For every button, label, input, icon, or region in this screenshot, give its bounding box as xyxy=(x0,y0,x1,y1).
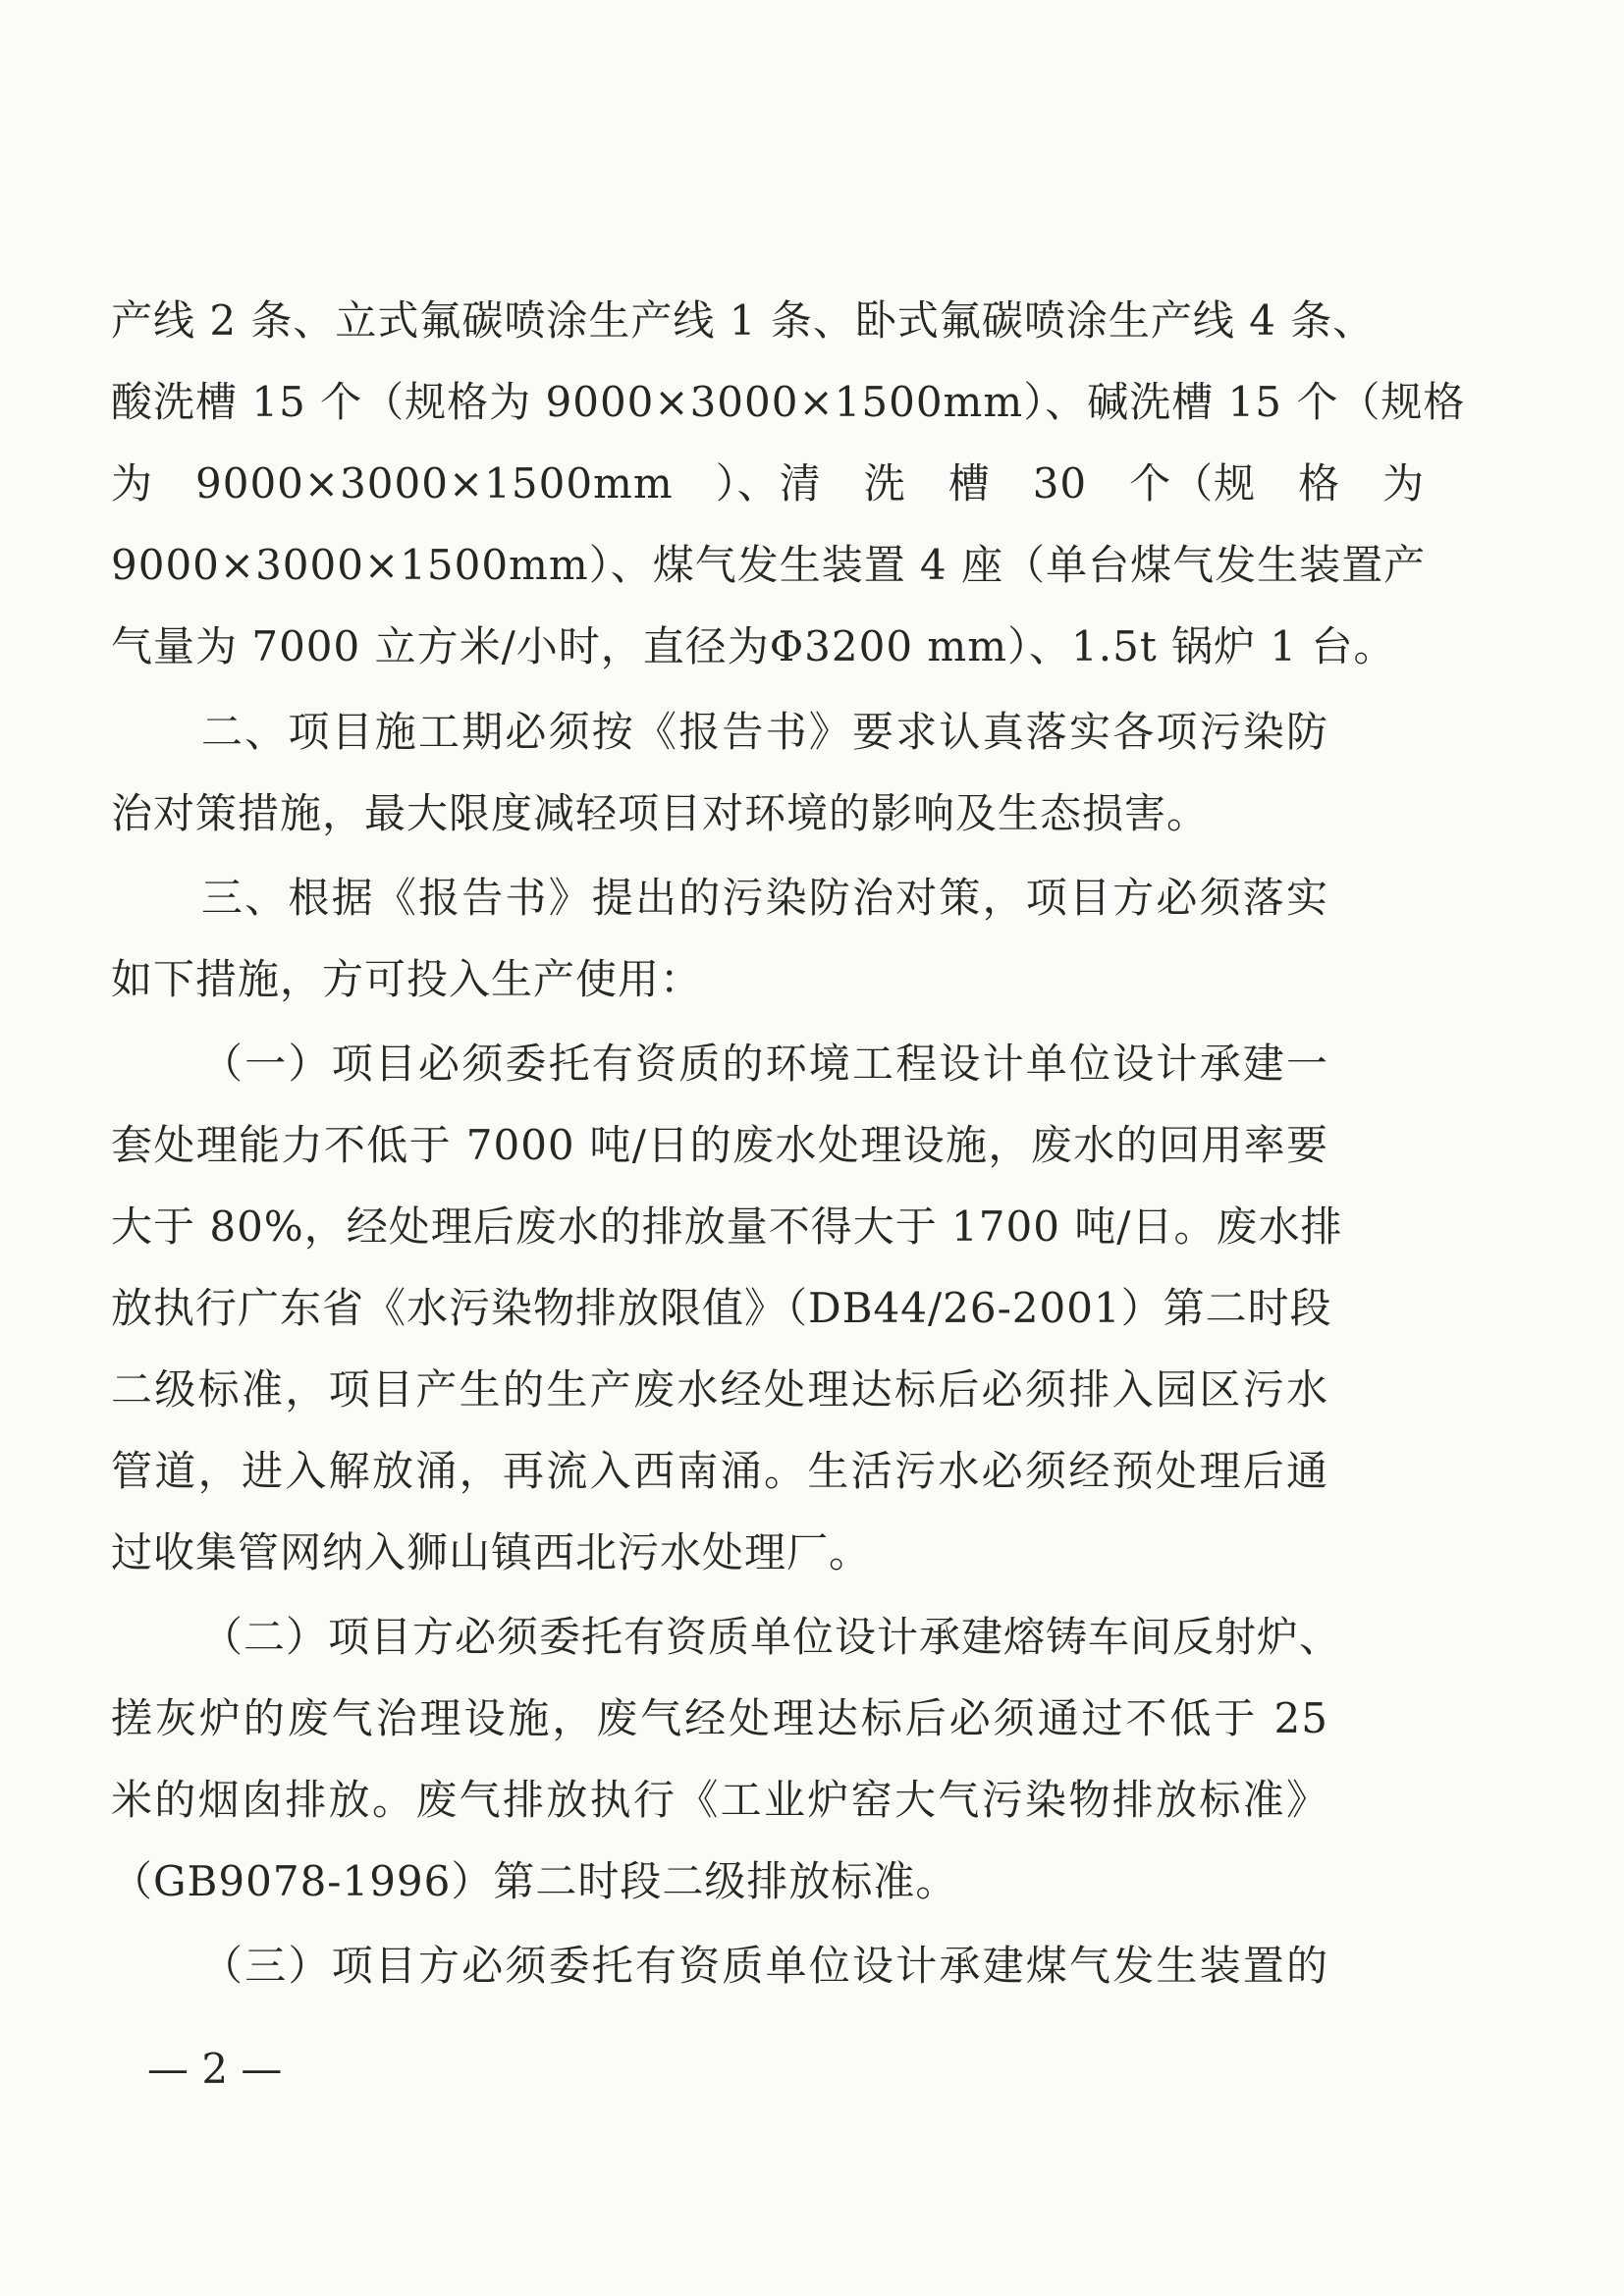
section-1-line-5: 二级标准，项目产生的生产废水经处理达标后必须排入园区污水 xyxy=(111,1365,1328,1414)
section-1-line-7: 过收集管网纳入狮山镇西北污水处理厂。 xyxy=(111,1528,872,1576)
section-1-line-2: 套处理能力不低于 7000 吨/日的废水处理设施，废水的回用率要 xyxy=(111,1121,1328,1169)
paragraph-3-line-2: 如下措施，方可投入生产使用： xyxy=(111,955,703,1003)
section-3-line-1: （三）项目方必须委托有资质单位设计承建煤气发生装置的 xyxy=(201,1942,1328,1990)
section-2-line-4: （GB9078-1996）第二时段二级排放标准。 xyxy=(111,1857,958,1905)
section-2-line-1: （二）项目方必须委托有资质单位设计承建熔铸车间反射炉、 xyxy=(201,1613,1342,1661)
text-line-5: 气量为 7000 立方米/小时，直径为Φ3200 mm）、1.5t 锅炉 1 台。 xyxy=(111,622,1396,670)
section-2-line-3: 米的烟囱排放。废气排放执行《工业炉窑大气污染物排放标准》 xyxy=(111,1776,1328,1824)
text-line-3: 为 9000×3000×1500mm ）、清 洗 槽 30 个（规 格 为 xyxy=(111,459,1426,507)
section-2-line-2: 搓灰炉的废气治理设施，废气经处理达标后必须通过不低于 25 xyxy=(111,1694,1328,1742)
section-1-line-1: （一）项目必须委托有资质的环境工程设计单位设计承建一 xyxy=(201,1040,1328,1088)
text-line-4: 9000×3000×1500mm）、煤气发生装置 4 座（单台煤气发生装置产 xyxy=(111,541,1427,589)
paragraph-3-line-1: 三、根据《报告书》提出的污染防治对策，项目方必须落实 xyxy=(201,874,1328,922)
section-1-line-6: 管道，进入解放涌，再流入西南涌。生活污水必须经预处理后通 xyxy=(111,1447,1328,1495)
section-1-line-3: 大于 80%，经处理后废水的排放量不得大于 1700 吨/日。废水排 xyxy=(111,1202,1343,1251)
paragraph-2-line-2: 治对策措施，最大限度减轻项目对环境的影响及生态损害。 xyxy=(111,789,1210,837)
paragraph-2-line-1: 二、项目施工期必须按《报告书》要求认真落实各项污染防 xyxy=(201,708,1328,756)
text-line-2: 酸洗槽 15 个（规格为 9000×3000×1500mm）、碱洗槽 15 个（规格 xyxy=(111,378,1466,426)
text-line-1: 产线 2 条、立式氟碳喷涂生产线 1 条、卧式氟碳喷涂生产线 4 条、 xyxy=(111,296,1376,345)
page-number: — 2 — xyxy=(147,2045,283,2093)
section-1-line-4: 放执行广东省《水污染物排放限值》（DB44/26-2001）第二时段 xyxy=(111,1284,1332,1332)
